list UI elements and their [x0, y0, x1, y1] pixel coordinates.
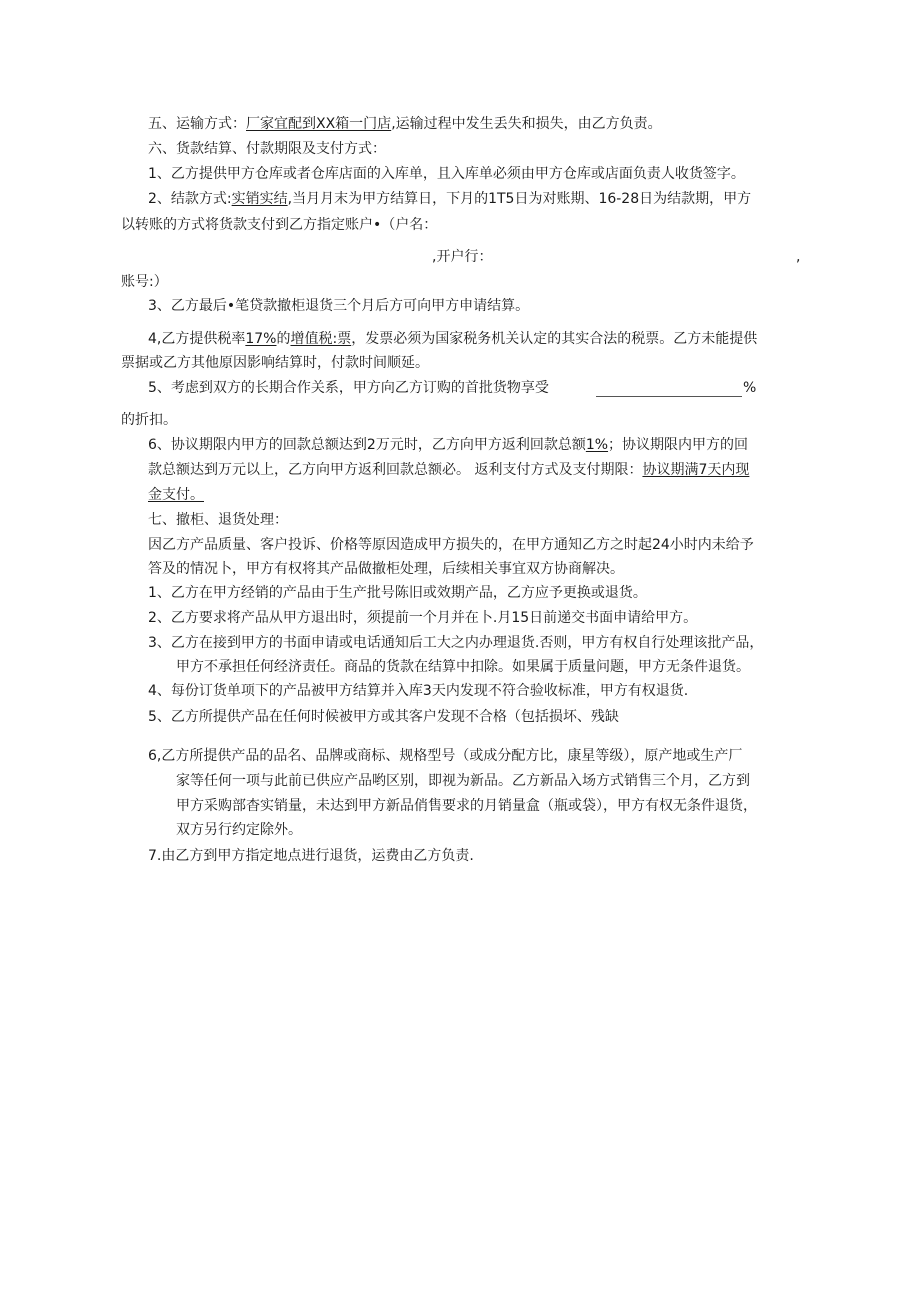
payment-item-5-line-1: 5、考虑到双方的长期合作关系，甲方向乙方订购的首批货物享受 [148, 380, 549, 396]
invoice-type-underlined: 增值税:票 [290, 331, 352, 347]
payment-item-2-prefix: 2、结款方式: [148, 191, 232, 207]
transport-rest: ,运输过程中发生丢失和损失，由乙方负责。 [391, 116, 662, 132]
payment-item-1: 1、乙方提供甲方仓库或者仓库店面的入库单，且入库单必须由甲方仓库或店面负责人收货签字。 [148, 166, 745, 182]
withdrawal-item-6-line-1: 6,乙方所提供产品的品名、品牌或商标、规格型号（或成分配方比，康星等级），原产地或生产厂 [148, 748, 743, 764]
account-label: 账号:） [121, 274, 168, 290]
payment-item-6-line-2 [148, 458, 749, 482]
payment-item-5-line-2: 的折扣。 [121, 412, 177, 428]
withdrawal-item-4: 4、每份订货单项下的产品被甲方结算并入库3天内发现不符合验收标准，甲方有权退货. [148, 683, 689, 699]
withdrawal-item-3-line-2: 甲方不承担任何经济责任。商品的货款在结算中扣除。如果属于质量问题，甲方无条件退货。 [176, 659, 750, 675]
withdrawal-item-7: 7.由乙方到甲方指定地点进行退货，运费由乙方负责. [148, 848, 474, 864]
withdrawal-intro-line-1: 因乙方产品质量、客户投诉、价格等原因造成甲方损失的，在甲方通知乙方之时起24小时内未给予 [148, 537, 754, 553]
payment-item-6-line-2-prefix: 款总额达到万元以上，乙方向甲方返利回款总额必。 返利支付方式及支付期限： [148, 462, 643, 478]
rebate-terms-underlined: 协议期满7天内现 [642, 462, 750, 478]
withdrawal-item-6-line-4: 双方另行约定除外。 [176, 822, 302, 838]
payment-item-4-mid: 的 [276, 331, 291, 347]
payment-item-2-line-1 [148, 187, 751, 211]
payment-item-4-line-2: 票据或乙方其他原因影响结算时，付款时间顺延。 [121, 355, 429, 371]
withdrawal-item-1: 1、乙方在甲方经销的产品由于生产批号陈旧或效期产品，乙方应予更换或退货。 [148, 585, 647, 601]
withdrawal-section-title: 七、撤柜、退货处理： [148, 512, 288, 528]
transport-method-underlined: 厂家宜配到XX箱一门店 [246, 116, 392, 132]
withdrawal-item-6-line-2: 家等任何一项与此前已供应产品哟区别，即视为新品。乙方新品入场方式销售三个月，乙方到 [176, 773, 750, 789]
discount-percent-sign: % [743, 380, 757, 396]
payment-item-6-line-1 [148, 433, 748, 457]
payment-item-4-rest: ，发票必须为国家税务机关认定的其实合法的税票。乙方未能提供 [351, 331, 758, 347]
transport-line [148, 112, 662, 136]
bank-label: ,开户行： [432, 249, 493, 265]
payment-method-underlined: 实销实结 [231, 191, 288, 207]
withdrawal-item-2: 2、乙方要求将产品从甲方退出时，须提前一个月并在卜.月15日前递交书面申请给甲方。 [148, 610, 698, 626]
transport-prefix: 五、运输方式： [148, 116, 246, 132]
withdrawal-item-3-line-1: 3、乙方在接到甲方的书面申请或电话通知后工大之内办理退货.否则，甲方有权自行处理该批产品， [148, 635, 764, 651]
bank-comma: , [796, 249, 801, 265]
payment-item-6-line-3 [148, 483, 204, 507]
payment-item-2-line-2: 以转账的方式将货款支付到乙方指定账户•（户名： [121, 217, 438, 233]
rebate-terms-underlined-cont: 金支付。 [148, 487, 204, 503]
withdrawal-intro-line-2: 答及的情况卜，甲方有权将其产品做撤柜处理，后续相关事宜双方协商解决。 [148, 561, 624, 577]
withdrawal-item-6-line-3: 甲方采购部杳实销量，未达到甲方新品俏售要求的月销量盒（瓶或袋），甲方有权无条件退货， [176, 798, 757, 814]
tax-rate-underlined: 17% [245, 331, 277, 347]
payment-item-6-prefix: 6、协议期限内甲方的回款总额达到2万元时，乙方向甲方返利回款总额 [148, 437, 586, 453]
discount-blank [596, 396, 742, 397]
payment-item-4-prefix: 4,乙方提供税率 [148, 331, 246, 347]
payment-item-2-rest: ,当月月末为甲方结算日，下月的1T5日为对账期、16-28日为结款期，甲方 [287, 191, 752, 207]
payment-item-3: 3、乙方最后•笔贷款撤柜退货三个月后方可向甲方申请结算。 [148, 298, 530, 314]
withdrawal-item-5: 5、乙方所提供产品在任何时候被甲方或其客户发现不合格（包括损坏、残缺 [148, 709, 619, 725]
payment-section-title: 六、货款结算、付款期限及支付方式： [148, 141, 386, 157]
rebate-rate-underlined: 1% [585, 437, 609, 453]
payment-item-4-line-1 [148, 327, 757, 351]
payment-item-6-rest: ；协议期限内甲方的回 [608, 437, 749, 453]
